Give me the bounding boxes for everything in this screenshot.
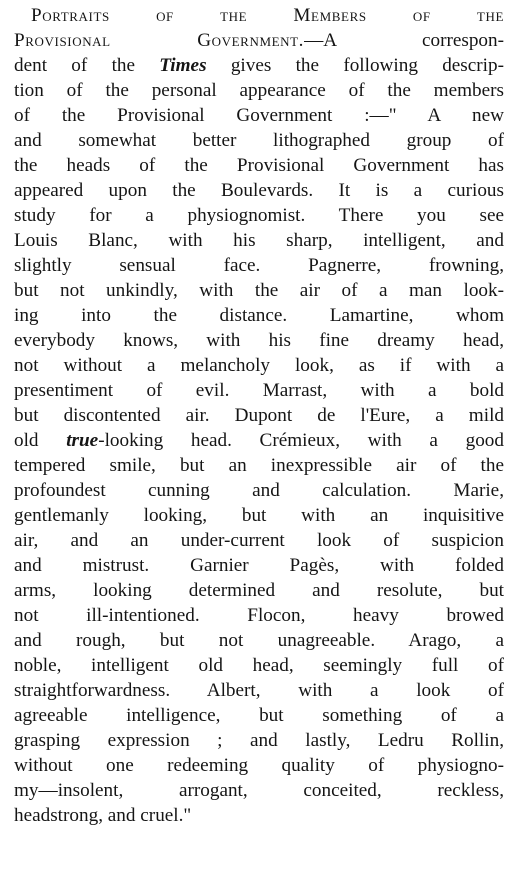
- article-text-line: [14, 803, 504, 828]
- article-text-line: [14, 253, 504, 278]
- line-text: profoundest cunning and calculation. Marie,: [14, 480, 504, 501]
- line-text: and rough, but not unagreeable. Arago, a: [14, 630, 504, 651]
- line-text: and somewhat better lithographed group of: [14, 130, 504, 151]
- line-text: headstrong, and cruel.": [14, 805, 192, 826]
- line-text: the heads of the Provisional Government has: [14, 155, 504, 176]
- line-text: slightly sensual face. Pagnerre, frowning,: [14, 255, 504, 276]
- line-text: not ill-intentioned. Flocon, heavy browed: [14, 605, 504, 626]
- line-text: of the Provisional Government :—" A new: [14, 105, 504, 126]
- article-text-line: [14, 553, 504, 578]
- article-text-line: [14, 328, 504, 353]
- line-text: but discontented air. Dupont de l'Eure, a mild: [14, 405, 504, 426]
- line-text: gives the following descrip-: [206, 55, 504, 76]
- article-text-line: [14, 728, 504, 753]
- article-text-line: [14, 78, 504, 103]
- line-text: —A correspon-: [304, 30, 504, 51]
- line-text: study for a physiognomist. There you see: [14, 205, 504, 226]
- article-text-line: [14, 278, 504, 303]
- article-text-line: [14, 653, 504, 678]
- article-text-line: [14, 478, 504, 503]
- line-text: tion of the personal appearance of the members: [14, 80, 504, 101]
- italic-word: true: [66, 430, 99, 451]
- article-text-line: [14, 703, 504, 728]
- article-text-line: [14, 28, 504, 53]
- line-text: but not unkindly, with the air of a man look-: [14, 280, 504, 301]
- heading-smallcaps-text: Provisional Government.: [14, 30, 305, 51]
- article-text-line: [14, 753, 504, 778]
- line-text: agreeable intelligence, but something of a: [14, 705, 504, 726]
- heading-smallcaps-text: Portraits of the Members of the: [31, 5, 504, 26]
- line-text: presentiment of evil. Marrast, with a bold: [14, 380, 504, 401]
- article-heading-line: [14, 3, 504, 28]
- article-text-line: [14, 603, 504, 628]
- article-text-line: [14, 153, 504, 178]
- article-text-line: [14, 503, 504, 528]
- article-text-line: [14, 778, 504, 803]
- line-text: -looking head. Crémieux, with a good: [98, 430, 504, 451]
- article-text-line: [14, 203, 504, 228]
- article-text-line: [14, 103, 504, 128]
- line-text: my—insolent, arrogant, conceited, reckless,: [14, 780, 504, 801]
- article-text-line: [14, 178, 504, 203]
- article-text-line: [14, 53, 504, 78]
- line-text: grasping expression ; and lastly, Ledru Rollin,: [14, 730, 504, 751]
- article-text-line: [14, 528, 504, 553]
- line-text: arms, looking determined and resolute, but: [14, 580, 504, 601]
- line-text: not without a melancholy look, as if with a: [14, 355, 504, 376]
- line-text: and mistrust. Garnier Pagès, with folded: [14, 555, 504, 576]
- line-text: everybody knows, with his fine dreamy head,: [14, 330, 504, 351]
- article-text-line: [14, 378, 504, 403]
- line-text: straightforwardness. Albert, with a look of: [14, 680, 504, 701]
- article-text-line: [14, 128, 504, 153]
- article-text-line: [14, 228, 504, 253]
- line-text: dent of the: [14, 55, 160, 76]
- line-text: tempered smile, but an inexpressible air of the: [14, 455, 504, 476]
- line-text: air, and an under-current look of suspicion: [14, 530, 504, 551]
- line-text: appeared upon the Boulevards. It is a curious: [14, 180, 504, 201]
- article-text-line: [14, 403, 504, 428]
- article-text-line: [14, 628, 504, 653]
- article-text-line: [14, 678, 504, 703]
- line-text: noble, intelligent old head, seemingly full of: [14, 655, 504, 676]
- italic-word: Times: [159, 55, 207, 76]
- article-column: [14, 3, 504, 828]
- line-text: ing into the distance. Lamartine, whom: [14, 305, 504, 326]
- article-text-line: [14, 428, 504, 453]
- line-text: old: [14, 430, 67, 451]
- article-text-line: [14, 303, 504, 328]
- line-text: gentlemanly looking, but with an inquisitive: [14, 505, 504, 526]
- line-text: without one redeeming quality of physiogno-: [14, 755, 504, 776]
- article-text-line: [14, 453, 504, 478]
- article-text-line: [14, 578, 504, 603]
- article-text-line: [14, 353, 504, 378]
- line-text: Louis Blanc, with his sharp, intelligent, and: [14, 230, 504, 251]
